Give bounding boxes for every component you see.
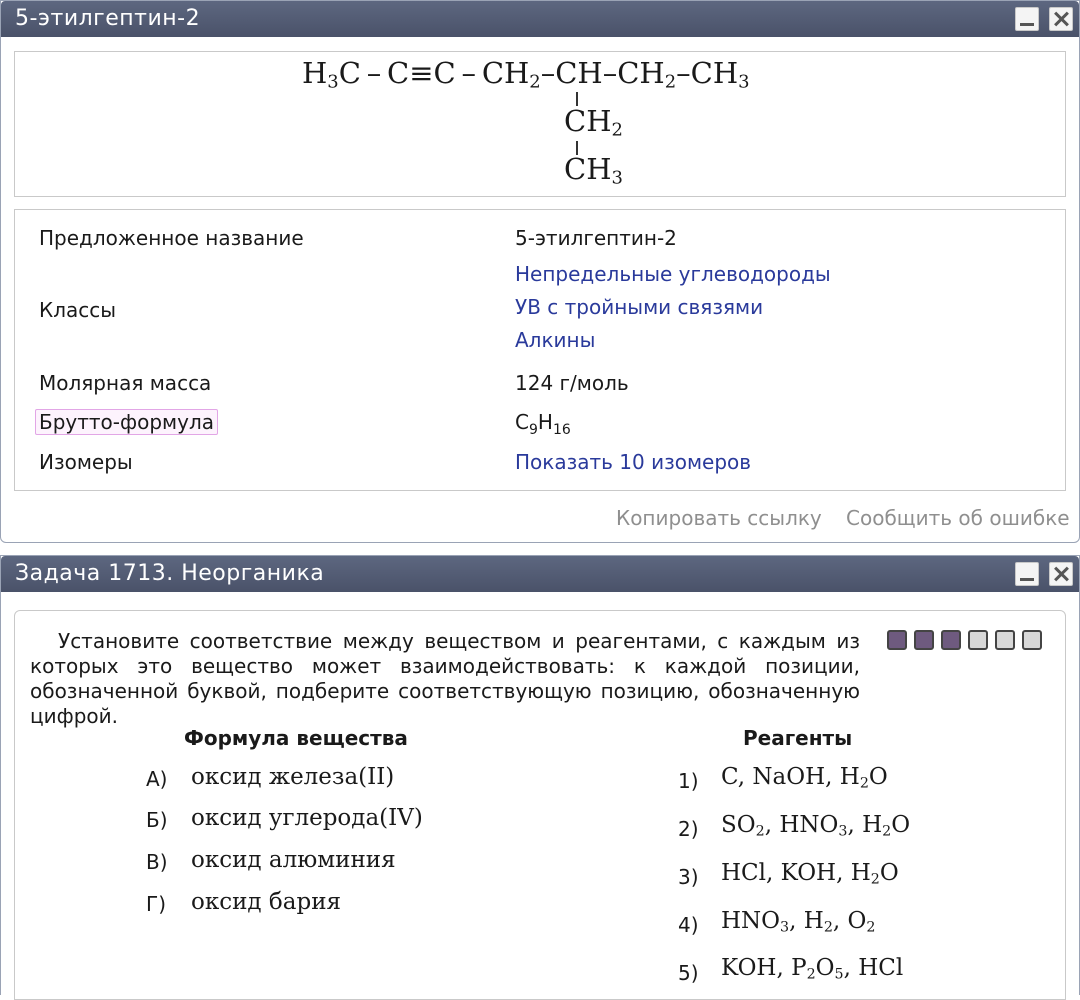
compound-title: 5-этилгептин-2 (15, 6, 201, 31)
class-link-triple-bonds[interactable]: УВ с тройными связями (515, 295, 764, 319)
reagent-set-5: KOH, $P_2O_5$, HCl (721, 955, 904, 983)
chain-atom-ch: CH (555, 56, 603, 90)
compound-title-bar (1, 1, 1079, 37)
progress-square-3 (941, 630, 961, 650)
isomers-label: Изомеры (39, 450, 133, 474)
chain-atom-h3c: $H_3C$ (302, 56, 361, 93)
progress-square-1 (887, 630, 907, 650)
chain-atom-ch2: $CH_2$ (481, 56, 541, 93)
report-error-button[interactable]: Сообщить об ошибке (846, 506, 1070, 530)
substance-g: оксид бария (191, 889, 342, 915)
reagent-number-5: 5) (678, 961, 699, 985)
substance-letter-a: А) (146, 767, 168, 791)
copy-link-button[interactable]: Копировать ссылку (616, 506, 822, 530)
task-title-bar (1, 556, 1079, 592)
reagent-set-4: $HNO_3$, $H_2$, $O_2$ (721, 908, 876, 936)
structural-formula-main-chain: $H_3C - C\equiv C - CH_2-CH-CH_2-CH_3$ (302, 56, 750, 93)
molar-mass-label: Молярная масса (39, 371, 212, 395)
molar-mass-value: 124 г/моль (515, 371, 629, 395)
name-value: 5-этилгептин-2 (515, 226, 677, 250)
task-text: Установите соответствие между веществом и реагентами, с каждым из которых это вещество может взаимодействовать: к каждой позиции, обозначенной буквой, подберите соответствующую позицию, обозначенную цифрой. (30, 629, 860, 728)
branch-atom-ch3: $CH_3$ (564, 152, 623, 189)
minimize-icon[interactable] (1015, 7, 1039, 31)
classes-label: Классы (39, 298, 117, 322)
task-title: Задача 1713. Неорганика (15, 561, 325, 586)
substance-a: оксид железа(II) (191, 764, 395, 790)
progress-square-5 (995, 630, 1015, 650)
progress-square-4 (968, 630, 988, 650)
gross-formula-label-text[interactable]: Брутто-формула (35, 409, 218, 435)
close-icon[interactable] (1049, 562, 1073, 586)
chain-atom-c-triple-c: C≡C (387, 56, 456, 90)
reagents-column-header: Реагенты (743, 726, 853, 750)
substance-column-header: Формула вещества (184, 726, 408, 750)
formula-h-count: 16 (552, 422, 571, 438)
progress-square-6 (1022, 630, 1042, 650)
reagent-number-3: 3) (678, 865, 699, 889)
formula-h: H (537, 410, 553, 434)
branch-atom-ch2: $CH_2$ (564, 104, 623, 141)
reagent-set-3: HCl, KOH, $H_2O$ (721, 860, 899, 888)
reagent-set-1: C, NaOH, $H_2O$ (721, 764, 888, 792)
formula-c-count: 9 (528, 422, 538, 438)
class-link-unsaturated[interactable]: Непредельные углеводороды (515, 262, 831, 286)
formula-c: C (515, 410, 529, 434)
minimize-icon[interactable] (1015, 562, 1039, 586)
substance-letter-g: Г) (146, 892, 166, 916)
chain-atom-ch3: $CH_3$ (690, 56, 750, 93)
reagent-number-2: 2) (678, 817, 699, 841)
gross-formula-label[interactable] (39, 410, 218, 434)
progress-square-2 (914, 630, 934, 650)
reagent-set-2: $SO_2$, $HNO_3$, $H_2O$ (721, 812, 911, 840)
substance-letter-b: Б) (146, 808, 168, 832)
chain-atom-ch2-b: $CH_2$ (617, 56, 677, 93)
name-label: Предложенное название (39, 226, 304, 250)
substance-b: оксид углерода(IV) (191, 805, 423, 831)
close-icon[interactable] (1049, 7, 1073, 31)
gross-formula-value (515, 410, 571, 438)
substance-v: оксид алюминия (191, 847, 396, 873)
reagent-number-4: 4) (678, 913, 699, 937)
class-link-alkynes[interactable]: Алкины (515, 328, 596, 352)
substance-letter-v: В) (146, 850, 168, 874)
show-isomers-link[interactable]: Показать 10 изомеров (515, 450, 752, 474)
reagent-number-1: 1) (678, 769, 699, 793)
